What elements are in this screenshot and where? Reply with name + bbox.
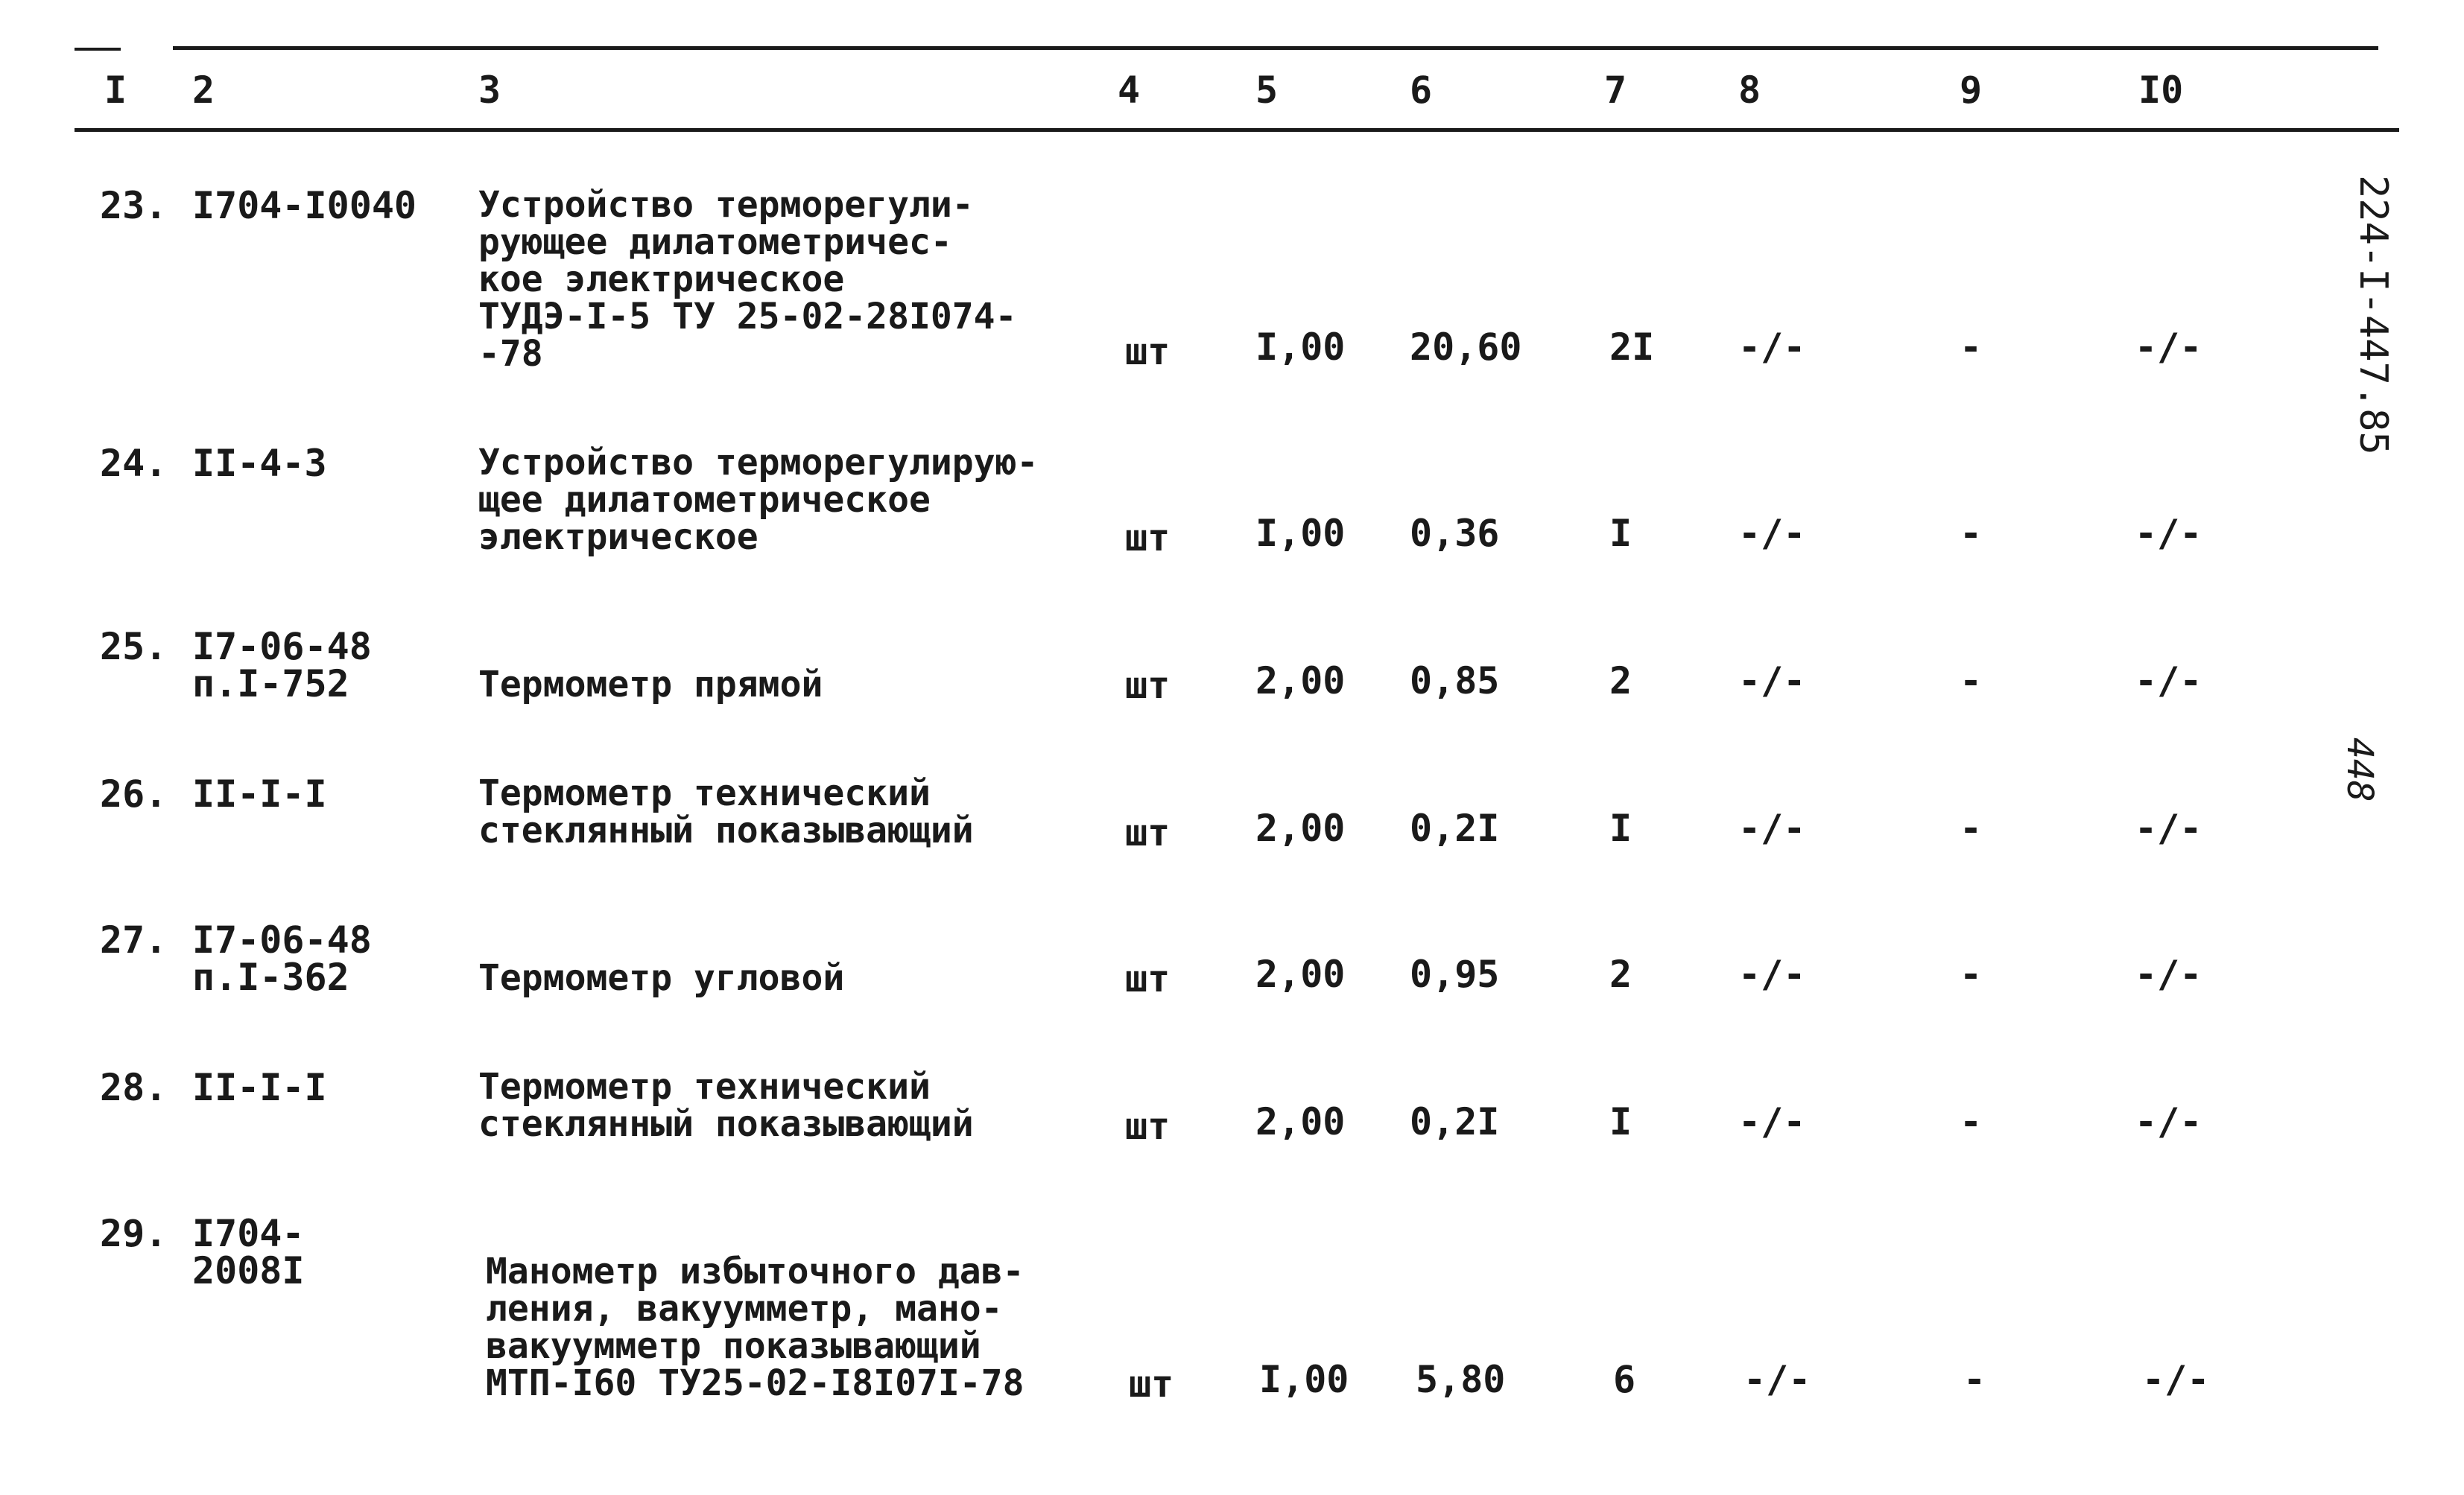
row-total: I [1609, 807, 1632, 850]
header-col-3: 3 [478, 69, 501, 112]
row-col8: -/- [1738, 1100, 1806, 1143]
row-desc-line: электрическое [478, 516, 758, 558]
row-desc-line: Устройство терморегулирую- [478, 442, 1039, 483]
row-number: 24. [100, 442, 168, 485]
row-total: 2 [1609, 953, 1632, 996]
row-col9: - [1960, 512, 1983, 555]
row-desc-line: Термометр угловой [478, 957, 845, 999]
row-unit: шт [1129, 1362, 1174, 1406]
row-code-line: II-I-I [192, 772, 327, 816]
row-desc-line: Термометр прямой [478, 664, 823, 705]
row-col8: -/- [1744, 1358, 1811, 1401]
row-code-line: I704- [192, 1212, 305, 1255]
row-col10: -/- [2135, 953, 2202, 996]
row-desc-line: Устройство терморегули- [478, 184, 974, 226]
row-desc-line: вакуумметр показывающий [486, 1325, 981, 1367]
row-col8: -/- [1738, 953, 1806, 996]
row-desc-line: МТП-I60 ТУ25-02-I8I07I-78 [486, 1362, 1024, 1404]
row-col9: - [1960, 659, 1983, 702]
row-number: 27. [100, 918, 168, 962]
row-qty: 2,00 [1255, 1100, 1346, 1143]
header-col-8: 8 [1738, 69, 1761, 112]
row-qty: I,00 [1255, 512, 1346, 555]
row-code-line: I7-06-48 [192, 625, 372, 668]
row-qty: 2,00 [1255, 807, 1346, 850]
row-price: 20,60 [1410, 326, 1522, 369]
row-total: 2I [1609, 326, 1655, 369]
row-code-line: II-4-3 [192, 442, 327, 485]
row-desc-line: ТУДЭ-I-5 ТУ 25-02-28I074- [478, 296, 1017, 337]
row-desc-line: стеклянный показывающий [478, 1103, 974, 1145]
row-col9: - [1960, 807, 1983, 850]
row-col9: - [1960, 953, 1983, 996]
row-col8: -/- [1738, 512, 1806, 555]
row-code-line: п.I-362 [192, 956, 349, 999]
row-desc-line: щее дилатометрическое [478, 479, 931, 521]
row-desc-line: кое электрическое [478, 258, 845, 300]
row-unit: шт [1125, 1105, 1171, 1148]
row-price: 0,95 [1410, 953, 1500, 996]
header-col-6: 6 [1410, 69, 1433, 112]
row-qty: I,00 [1255, 326, 1346, 369]
row-col10: -/- [2135, 659, 2202, 702]
header-col-10: I0 [2138, 69, 2184, 112]
row-total: 2 [1609, 659, 1632, 702]
row-desc-line: Манометр избыточного дав- [486, 1251, 1024, 1292]
header-col-9: 9 [1960, 69, 1983, 112]
row-total: I [1609, 512, 1632, 555]
row-col10: -/- [2142, 1358, 2210, 1401]
row-qty: 2,00 [1255, 953, 1346, 996]
header-bottom-rule [75, 128, 2399, 132]
row-col10: -/- [2135, 512, 2202, 555]
row-code-line: I704-I0040 [192, 184, 417, 227]
row-unit: шт [1125, 330, 1171, 373]
row-unit: шт [1125, 957, 1171, 1000]
row-price: 0,85 [1410, 659, 1500, 702]
header-col-4: 4 [1118, 69, 1141, 112]
document-code: 224-I-447.85 [2351, 175, 2395, 455]
row-total: I [1609, 1100, 1632, 1143]
top-rule-short [75, 48, 121, 51]
row-col9: - [1960, 326, 1983, 369]
row-desc-line: стеклянный показывающий [478, 810, 974, 851]
top-rule [173, 46, 2378, 50]
row-col8: -/- [1738, 659, 1806, 702]
row-number: 25. [100, 625, 168, 668]
row-total: 6 [1613, 1358, 1636, 1401]
page-number: 448 [2339, 737, 2381, 802]
row-number: 23. [100, 184, 168, 227]
row-code-line: 2008I [192, 1249, 305, 1292]
row-price: 5,80 [1416, 1358, 1506, 1401]
row-code-line: II-I-I [192, 1066, 327, 1109]
row-desc-line: Термометр технический [478, 772, 931, 814]
row-unit: шт [1125, 516, 1171, 559]
row-col10: -/- [2135, 326, 2202, 369]
header-col-1: I [104, 69, 127, 112]
row-unit: шт [1125, 811, 1171, 854]
row-price: 0,2I [1410, 1100, 1500, 1143]
header-col-7: 7 [1604, 69, 1627, 112]
row-code-line: п.I-752 [192, 662, 349, 705]
row-desc-line: Термометр технический [478, 1066, 931, 1108]
row-code-line: I7-06-48 [192, 918, 372, 962]
row-col8: -/- [1738, 807, 1806, 850]
row-desc-line: рующее дилатометричес- [478, 221, 952, 263]
row-number: 29. [100, 1212, 168, 1255]
row-col10: -/- [2135, 807, 2202, 850]
row-number: 26. [100, 772, 168, 816]
row-col10: -/- [2135, 1100, 2202, 1143]
row-qty: 2,00 [1255, 659, 1346, 702]
row-qty: I,00 [1259, 1358, 1349, 1401]
row-unit: шт [1125, 664, 1171, 707]
row-col9: - [1963, 1358, 1986, 1401]
row-price: 0,2I [1410, 807, 1500, 850]
header-col-5: 5 [1255, 69, 1279, 112]
row-desc-line: -78 [478, 333, 543, 375]
row-col8: -/- [1738, 326, 1806, 369]
row-number: 28. [100, 1066, 168, 1109]
row-price: 0,36 [1410, 512, 1500, 555]
header-col-2: 2 [192, 69, 215, 112]
row-desc-line: ления, вакуумметр, мано- [486, 1288, 1003, 1330]
row-col9: - [1960, 1100, 1983, 1143]
